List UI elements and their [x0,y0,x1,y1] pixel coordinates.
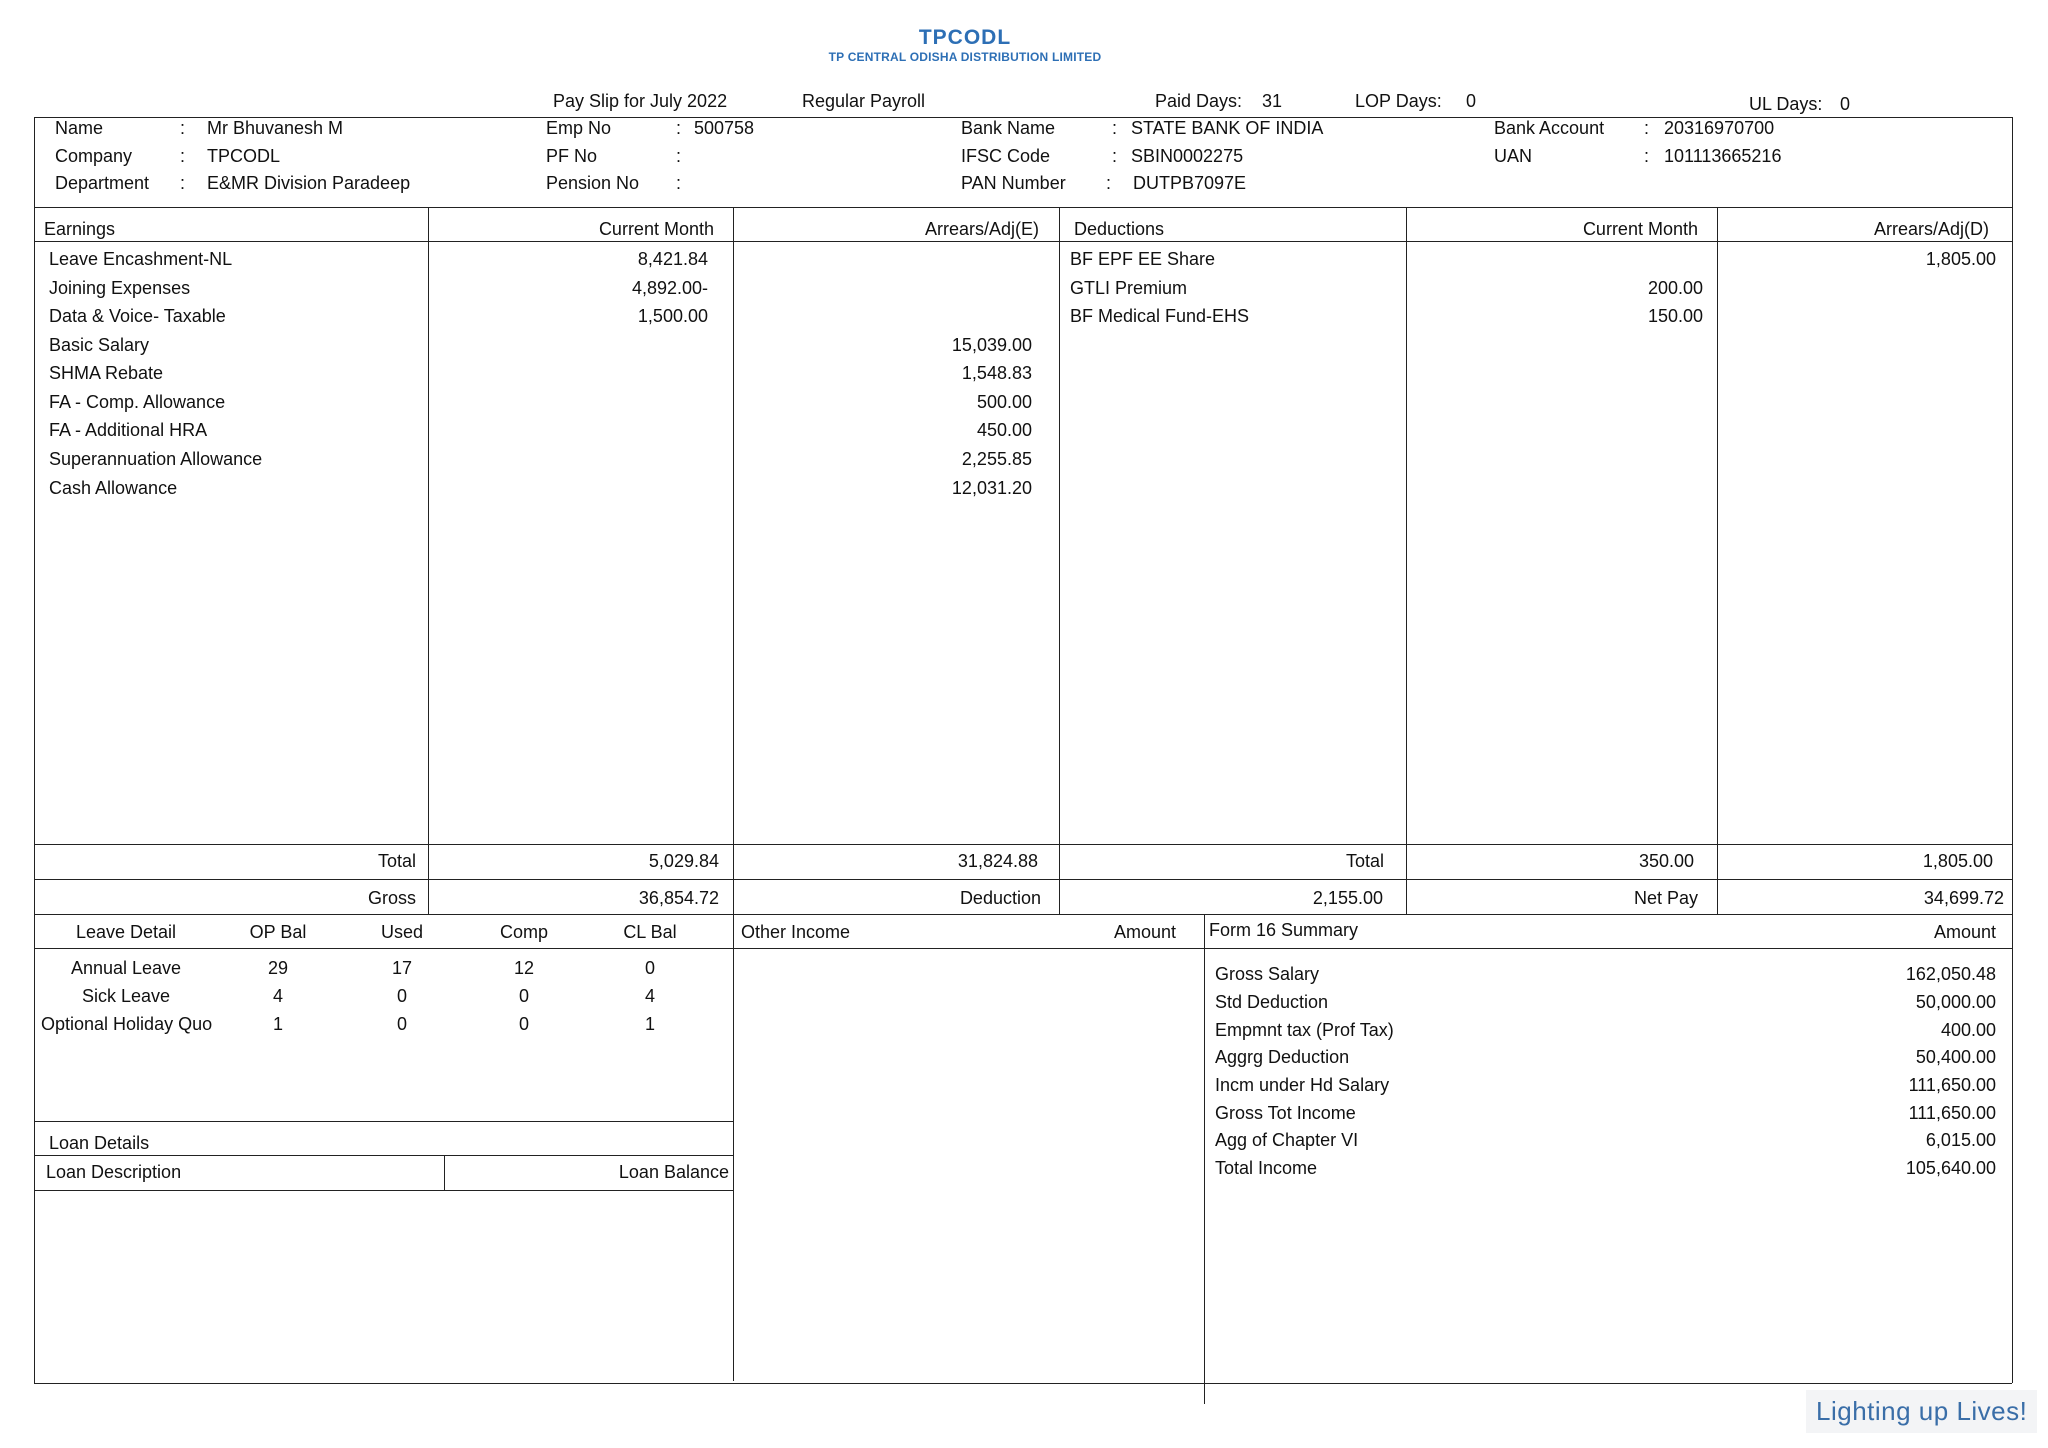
col-divider [733,207,734,914]
leave-used: 0 [396,1014,407,1034]
colon: : [676,173,682,193]
earnings-label: Cash Allowance [49,478,178,498]
colon: : [1112,146,1118,166]
earnings-arrears: 12,031.20 [951,478,1032,498]
leave-cl: 4 [644,986,655,1006]
col-divider [1406,207,1407,914]
leave-comp: 12 [513,958,535,978]
form16-amount: 111,650.00 [1908,1103,1996,1123]
other-income-amount-header: Amount [1113,922,1176,942]
deductions-arrears: 1,805.00 [1925,249,1996,269]
empno-value: 500758 [694,118,755,138]
earnings-label: FA - Comp. Allowance [49,392,226,412]
leave-cl: 1 [644,1014,655,1034]
deduction-value: 2,155.00 [1312,888,1383,908]
colon: : [1644,146,1650,166]
colon: : [180,146,186,166]
earnings-label: Basic Salary [49,335,150,355]
department-value: E&MR Division Paradeep [207,173,411,193]
other-income-header-line [734,948,1204,949]
leave-header-op: OP Bal [249,922,307,942]
paid-days-label: Paid Days: [1155,91,1243,111]
colon: : [1644,118,1650,138]
deductions-label: BF Medical Fund-EHS [1070,306,1250,326]
earnings-label: SHMA Rebate [49,363,164,383]
gross-label: Gross [367,888,416,908]
deductions-total-current: 350.00 [1638,851,1694,871]
leave-op: 1 [272,1014,283,1034]
form16-label: Gross Salary [1215,964,1320,984]
leave-header-cl: CL Bal [623,922,677,942]
earnings-arrears: 500.00 [976,392,1032,412]
form16-label: Gross Tot Income [1215,1103,1356,1123]
earnings-label: Data & Voice- Taxable [49,306,226,326]
earnings-current: 8,421.84 [637,249,708,269]
deductions-current-header: Current Month [1582,219,1698,239]
lower-col-divider [1204,914,1205,1404]
earnings-label: Superannuation Allowance [49,449,263,469]
gross-line-bottom [34,914,2012,915]
deductions-header: Deductions [1074,219,1165,239]
earnings-arrears: 450.00 [976,420,1032,440]
form16-amount: 105,640.00 [1905,1158,1996,1178]
frame-right [2012,117,2013,1383]
earnings-current: 1,500.00 [637,306,708,326]
ul-days-label: UL Days: [1749,94,1823,114]
deductions-total-label: Total [1345,851,1384,871]
other-income-header: Other Income [741,922,851,942]
colon: : [676,118,682,138]
leave-op: 29 [267,958,289,978]
earnings-arrears: 1,548.83 [961,363,1032,383]
earnings-label: Leave Encashment-NL [49,249,233,269]
form16-label: Incm under Hd Salary [1215,1075,1390,1095]
company-logo [820,26,1110,64]
pan-label: PAN Number [961,173,1066,193]
deduction-label: Deduction [959,888,1041,908]
leave-header-type: Leave Detail [75,922,177,942]
form16-label: Aggrg Deduction [1215,1047,1350,1067]
form16-label: Empmnt tax (Prof Tax) [1215,1020,1394,1040]
deductions-total-arrears: 1,805.00 [1922,851,1993,871]
leave-op: 4 [272,986,283,1006]
form16-header-line [1204,948,2012,949]
colon: : [676,146,682,166]
form16-amount: 50,400.00 [1915,1047,1996,1067]
earnings-label: FA - Additional HRA [49,420,208,440]
col-divider [1717,207,1718,914]
leave-comp: 0 [518,986,529,1006]
earnings-header: Earnings [44,219,116,239]
slip-title: Pay Slip for July 2022 [553,91,728,111]
earnings-label: Joining Expenses [49,278,191,298]
department-label: Department [55,173,150,193]
form16-header: Form 16 Summary [1209,920,1359,940]
company-value: TPCODL [207,146,281,166]
colon: : [1106,173,1112,193]
colon: : [1112,118,1118,138]
bank-account-label: Bank Account [1494,118,1605,138]
loan-col-divider [444,1155,445,1190]
table-header-line [34,241,2012,242]
form16-amount: 50,000.00 [1915,992,1996,1012]
ifsc-value: SBIN0002275 [1131,146,1244,166]
loan-top-line [34,1121,734,1122]
total-line-top [34,844,2012,845]
earnings-total-arrears: 31,824.88 [957,851,1038,871]
loan-mid-line [34,1155,734,1156]
earnings-current-header: Current Month [598,219,714,239]
lop-days-label: LOP Days: [1355,91,1442,111]
leave-type: Sick Leave [81,986,171,1006]
deductions-arrears-header: Arrears/Adj(D) [1873,219,1989,239]
deductions-label: BF EPF EE Share [1070,249,1216,269]
deductions-current: 150.00 [1647,306,1703,326]
lower-col-divider [733,914,734,1381]
company-label: Company [55,146,133,166]
form16-amount: 6,015.00 [1925,1130,1996,1150]
earnings-total-label: Total [377,851,416,871]
netpay-value: 34,699.72 [1923,888,2004,908]
col-divider [428,207,429,914]
lop-days-value: 0 [1466,91,1477,111]
loan-desc-header: Loan Description [46,1162,182,1182]
empno-label: Emp No [546,118,612,138]
ifsc-label: IFSC Code [961,146,1051,166]
logo-name: TPCODL [918,26,1012,49]
loan-header-line [34,1190,734,1191]
leave-header-comp: Comp [499,922,548,942]
leave-comp: 0 [518,1014,529,1034]
pfno-label: PF No [546,146,598,166]
earnings-arrears: 15,039.00 [951,335,1032,355]
employee-name: Mr Bhuvanesh M [207,118,344,138]
logo-subtitle: TP CENTRAL ODISHA DISTRIBUTION LIMITED [828,50,1102,64]
name-label: Name [55,118,104,138]
bank-name-value: STATE BANK OF INDIA [1131,118,1324,138]
earnings-total-current: 5,029.84 [648,851,719,871]
uan-label: UAN [1494,146,1533,166]
leave-header-used: Used [380,922,424,942]
form16-label: Std Deduction [1215,992,1329,1012]
form16-amount: 400.00 [1940,1020,1996,1040]
form16-amount: 111,650.00 [1908,1075,1996,1095]
leave-used: 0 [396,986,407,1006]
deductions-current: 200.00 [1647,278,1703,298]
leave-used: 17 [391,958,413,978]
payroll-type: Regular Payroll [802,91,926,111]
leave-type: Optional Holiday Quo [41,1014,213,1034]
colon: : [180,118,186,138]
col-divider [1059,207,1060,914]
table-top-line [34,207,2012,208]
total-line-bottom [34,879,2012,880]
form16-amount: 162,050.48 [1905,964,1996,984]
loan-balance-header: Loan Balance [618,1162,729,1182]
leave-header-line [34,948,734,949]
pan-value: DUTPB7097E [1133,173,1247,193]
bank-name-label: Bank Name [961,118,1056,138]
form16-label: Agg of Chapter VI [1215,1130,1359,1150]
leave-cl: 0 [644,958,655,978]
gross-value: 36,854.72 [638,888,719,908]
ul-days-value: 0 [1840,94,1851,114]
form16-amount-header: Amount [1933,922,1996,942]
bank-account-value: 20316970700 [1664,118,1775,138]
uan-value: 101113665216 [1664,146,1782,166]
form16-label: Total Income [1215,1158,1318,1178]
earnings-current: 4,892.00- [631,278,708,298]
colon: : [180,173,186,193]
netpay-label: Net Pay [1633,888,1698,908]
deductions-label: GTLI Premium [1070,278,1188,298]
frame-bottom [34,1383,2012,1384]
frame-left [34,117,35,1383]
loan-title: Loan Details [49,1133,150,1153]
footer-tagline: Lighting up Lives! [1806,1390,2037,1433]
leave-type: Annual Leave [70,958,182,978]
earnings-arrears: 2,255.85 [961,449,1032,469]
earnings-arrears-header: Arrears/Adj(E) [924,219,1039,239]
pension-label: Pension No [546,173,640,193]
paid-days-value: 31 [1262,91,1283,111]
